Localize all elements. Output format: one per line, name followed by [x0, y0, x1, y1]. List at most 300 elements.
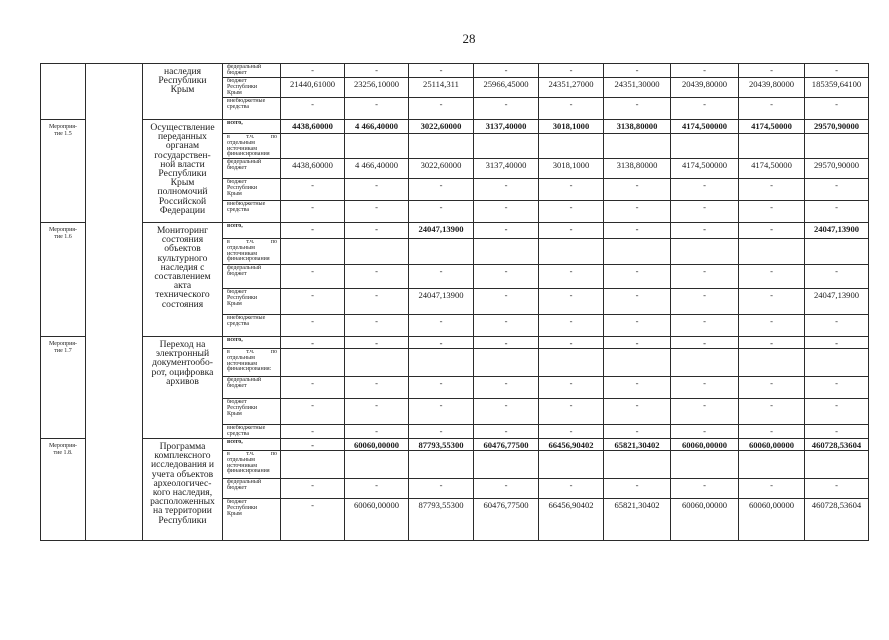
value-text: - [569, 400, 573, 410]
value-cell [280, 424, 345, 439]
value-text: 3138,80000 [616, 121, 658, 131]
value-cell [603, 450, 671, 479]
value-cell [738, 398, 805, 425]
value-cell [738, 498, 805, 541]
executor-cell [85, 63, 143, 541]
value-text: - [635, 266, 639, 276]
value-cell [603, 398, 671, 425]
value-text: 3137,40000 [485, 160, 527, 170]
measure-name-text: Программа комплексного исследования и учета объектов археологичес- кого наследия, расположенных на территории Республики [150, 441, 215, 526]
value-text: 4 466,40000 [355, 160, 398, 170]
value-text: - [569, 378, 573, 388]
value-text: - [439, 338, 443, 348]
value-cell [603, 77, 671, 98]
value-text: - [504, 65, 508, 75]
value-text: - [311, 480, 314, 490]
value-text: - [439, 65, 443, 75]
value-text: - [770, 426, 773, 436]
value-cell [603, 238, 671, 265]
value-text: - [311, 338, 314, 348]
value-text: 65821,30402 [614, 500, 660, 510]
value-cell [738, 376, 805, 399]
value-cell [280, 158, 345, 179]
measure-name-cell [142, 63, 223, 120]
value-cell [738, 178, 805, 201]
value-text: - [569, 224, 573, 234]
funding-source-cell [222, 348, 281, 377]
measure-name-cell [142, 222, 223, 337]
value-cell [738, 63, 805, 78]
value-text: - [439, 99, 443, 109]
value-text: 66456,90402 [548, 440, 594, 450]
value-cell [670, 119, 739, 134]
value-cell [280, 478, 345, 499]
funding-source-text: всего, [227, 120, 243, 126]
value-cell [804, 348, 869, 377]
value-cell [804, 97, 869, 120]
funding-source-text: всего, [227, 337, 243, 343]
value-text: - [311, 180, 314, 190]
value-text: - [703, 378, 706, 388]
page-number: 28 [462, 31, 476, 46]
funding-source-text: внебюджетные средства [227, 201, 266, 213]
value-text: - [770, 202, 773, 212]
value-cell [280, 376, 345, 399]
value-cell [280, 288, 345, 315]
value-text: 4438,60000 [292, 121, 333, 131]
value-text: - [311, 440, 314, 450]
value-text: 3018,1000 [552, 121, 590, 131]
funding-source-text: всего, [227, 223, 243, 229]
value-text: - [375, 400, 378, 410]
value-cell [603, 178, 671, 201]
value-text: 4174,50000 [751, 160, 792, 170]
value-cell [344, 133, 409, 159]
value-text: - [703, 426, 706, 436]
value-cell [344, 238, 409, 265]
funding-source-text: всего, [227, 439, 243, 445]
value-text: - [504, 480, 508, 490]
funding-source-text: бюджет Республики Крым [227, 289, 258, 307]
value-cell [804, 314, 869, 337]
value-cell [603, 478, 671, 499]
value-cell [738, 264, 805, 289]
value-text: - [311, 65, 314, 75]
value-text: 60060,00000 [681, 500, 728, 510]
value-cell [408, 424, 474, 439]
value-text: - [635, 202, 639, 212]
value-text: 60060,00000 [748, 440, 795, 450]
value-cell [804, 398, 869, 425]
value-text: - [703, 65, 706, 75]
value-cell [344, 63, 409, 78]
funding-source-cell [222, 478, 281, 499]
value-text: 460728,53604 [811, 500, 862, 510]
value-cell [473, 314, 539, 337]
value-text: 60060,00000 [353, 500, 400, 510]
value-cell [408, 376, 474, 399]
value-cell [280, 222, 345, 239]
value-text: 24351,30000 [614, 79, 660, 89]
funding-source-cell [222, 77, 281, 98]
value-cell [804, 158, 869, 179]
funding-source-text: бюджет Республики Крым [227, 179, 258, 197]
value-text: - [770, 99, 773, 109]
value-text: 3018,1000 [552, 160, 590, 170]
value-text: - [569, 266, 573, 276]
value-cell [538, 238, 604, 265]
value-text: - [569, 180, 573, 190]
value-cell [408, 133, 474, 159]
value-text: - [504, 338, 508, 348]
value-text: 460728,53604 [811, 440, 862, 450]
funding-source-text: бюджет Республики Крым [227, 399, 258, 417]
value-cell [670, 158, 739, 179]
value-cell [603, 119, 671, 134]
value-text: - [835, 338, 838, 348]
value-text: - [569, 65, 573, 75]
funding-source-text: бюджет Республики Крым [227, 78, 258, 96]
value-cell [473, 238, 539, 265]
funding-source-cell [222, 498, 281, 541]
value-cell [538, 158, 604, 179]
value-cell [280, 314, 345, 337]
value-cell [538, 200, 604, 223]
value-cell [280, 63, 345, 78]
value-cell [344, 498, 409, 541]
value-text: - [375, 480, 378, 490]
value-cell [603, 264, 671, 289]
value-cell [344, 264, 409, 289]
value-text: - [504, 99, 508, 109]
value-text: - [835, 266, 838, 276]
funding-source-cell [222, 450, 281, 479]
measure-label-text: Мероприя- тие 1.5 [48, 124, 78, 137]
value-text: 66456,90402 [548, 500, 594, 510]
funding-source-cell [222, 288, 281, 315]
value-cell [473, 376, 539, 399]
value-text: - [703, 224, 706, 234]
value-text: - [311, 290, 314, 300]
funding-source-cell [222, 178, 281, 201]
value-cell [473, 97, 539, 120]
value-cell [473, 158, 539, 179]
value-cell [804, 133, 869, 159]
value-cell [738, 77, 805, 98]
value-cell [738, 158, 805, 179]
measure-label-text: Мероприя- тие 1.7 [48, 341, 78, 354]
value-cell [344, 97, 409, 120]
value-cell [280, 178, 345, 201]
value-cell [473, 348, 539, 377]
funding-source-text: внебюджетные средства [227, 98, 266, 110]
value-cell [344, 478, 409, 499]
value-cell [603, 63, 671, 78]
value-text: 4174,500000 [681, 121, 728, 131]
value-text: - [569, 316, 573, 326]
value-text: - [835, 180, 838, 190]
value-cell [344, 450, 409, 479]
value-cell [738, 314, 805, 337]
value-text: - [835, 400, 838, 410]
value-cell [344, 77, 409, 98]
value-cell [538, 498, 604, 541]
value-cell [538, 288, 604, 315]
funding-source-text: федеральный бюджет [227, 64, 262, 76]
value-cell [473, 133, 539, 159]
value-cell [344, 178, 409, 201]
value-cell [804, 63, 869, 78]
measure-label-text: Мероприя- тие 1.8. [48, 443, 78, 456]
value-text: 24047,13900 [418, 224, 464, 234]
value-cell [603, 133, 671, 159]
value-cell [804, 376, 869, 399]
value-text: - [504, 400, 508, 410]
value-text: 24047,13900 [813, 290, 860, 300]
value-cell [408, 200, 474, 223]
value-cell [670, 314, 739, 337]
value-cell [804, 178, 869, 201]
value-cell [344, 158, 409, 179]
value-cell [280, 498, 345, 541]
value-text: - [569, 480, 573, 490]
value-cell [473, 200, 539, 223]
value-text: - [770, 316, 773, 326]
value-cell [280, 398, 345, 425]
value-text: - [375, 338, 378, 348]
value-text: - [375, 202, 378, 212]
value-cell [804, 424, 869, 439]
value-cell [603, 376, 671, 399]
value-cell [344, 398, 409, 425]
value-cell [538, 63, 604, 78]
value-cell [538, 314, 604, 337]
value-text: - [504, 290, 508, 300]
value-cell [670, 264, 739, 289]
value-text: 60476,77500 [483, 440, 529, 450]
funding-source-cell [222, 200, 281, 223]
value-cell [538, 222, 604, 239]
value-cell [538, 264, 604, 289]
funding-source-text: в т.ч. по отдельным источникам финансирования [227, 451, 277, 475]
measure-label-cell [40, 119, 86, 223]
value-text: - [770, 266, 773, 276]
value-text: 87793,55300 [418, 440, 464, 450]
value-text: 4438,60000 [292, 160, 333, 170]
value-cell [670, 424, 739, 439]
value-text: - [703, 99, 706, 109]
measure-label-cell [40, 438, 86, 541]
funding-source-text: федеральный бюджет [227, 377, 262, 389]
value-cell [738, 478, 805, 499]
value-cell [473, 77, 539, 98]
value-cell [670, 133, 739, 159]
value-text: - [504, 224, 508, 234]
value-cell [408, 478, 474, 499]
value-cell [738, 133, 805, 159]
value-cell [408, 348, 474, 377]
funding-source-cell [222, 376, 281, 399]
value-text: 60060,00000 [748, 500, 795, 510]
value-text: - [770, 378, 773, 388]
value-cell [738, 97, 805, 120]
value-text: - [569, 99, 573, 109]
value-cell [280, 200, 345, 223]
value-text: - [439, 316, 443, 326]
value-text: - [504, 266, 508, 276]
value-cell [344, 314, 409, 337]
value-cell [408, 498, 474, 541]
value-cell [344, 288, 409, 315]
value-text: - [703, 266, 706, 276]
value-cell [408, 97, 474, 120]
value-cell [603, 288, 671, 315]
value-text: - [703, 400, 706, 410]
value-cell [670, 348, 739, 377]
value-text: 23256,10000 [353, 79, 400, 89]
funding-source-text: бюджет Республики Крым [227, 499, 258, 517]
measure-name-cell [142, 336, 223, 439]
measure-name-cell [142, 438, 223, 541]
value-text: - [504, 316, 508, 326]
funding-source-text: в т.ч. по отдельным источникам финансирования [227, 239, 277, 263]
value-text: - [770, 480, 773, 490]
value-cell [473, 288, 539, 315]
value-cell [473, 450, 539, 479]
value-cell [408, 314, 474, 337]
value-text: - [375, 426, 378, 436]
value-text: - [375, 224, 378, 234]
value-text: - [375, 266, 378, 276]
value-text: - [439, 266, 443, 276]
value-text: - [703, 338, 706, 348]
value-text: 24047,13900 [418, 290, 464, 300]
value-text: - [375, 65, 378, 75]
value-cell [538, 450, 604, 479]
value-text: - [703, 480, 706, 490]
value-cell [473, 424, 539, 439]
value-cell [408, 398, 474, 425]
value-cell [408, 178, 474, 201]
measure-label-cell [40, 63, 86, 120]
value-text: 3137,40000 [485, 121, 527, 131]
value-cell [804, 264, 869, 289]
value-cell [738, 200, 805, 223]
value-text: - [504, 180, 508, 190]
value-text: - [835, 99, 838, 109]
value-text: - [375, 290, 378, 300]
value-text: - [311, 500, 314, 510]
value-text: - [635, 224, 639, 234]
value-text: - [375, 316, 378, 326]
value-cell [408, 158, 474, 179]
value-cell [280, 77, 345, 98]
value-cell [473, 222, 539, 239]
value-cell [538, 77, 604, 98]
value-text: - [770, 224, 773, 234]
value-text: 4174,500000 [681, 160, 728, 170]
value-cell [280, 238, 345, 265]
value-cell [280, 97, 345, 120]
measure-name-cell [142, 119, 223, 223]
value-cell [670, 77, 739, 98]
value-cell [603, 200, 671, 223]
value-cell [804, 478, 869, 499]
value-text: - [835, 480, 838, 490]
value-cell [670, 398, 739, 425]
value-cell [473, 498, 539, 541]
value-text: - [311, 266, 314, 276]
value-text: - [635, 480, 639, 490]
value-text: - [703, 202, 706, 212]
value-cell [804, 288, 869, 315]
value-cell [344, 376, 409, 399]
value-cell [670, 222, 739, 239]
value-text: - [770, 65, 773, 75]
value-cell [344, 119, 409, 134]
value-text: - [635, 400, 639, 410]
value-cell [603, 222, 671, 239]
value-cell [804, 77, 869, 98]
value-text: - [703, 290, 706, 300]
value-text: 29570,90000 [813, 121, 860, 131]
value-text: - [311, 316, 314, 326]
value-text: - [439, 202, 443, 212]
value-text: 24351,27000 [548, 79, 594, 89]
value-cell [670, 63, 739, 78]
measure-name-text: Переход на электронный документообо- рот, оцифровка архивов [151, 339, 214, 387]
value-cell [670, 450, 739, 479]
value-text: - [569, 290, 573, 300]
funding-source-text: внебюджетные средства [227, 425, 266, 437]
value-cell [670, 200, 739, 223]
value-cell [344, 222, 409, 239]
funding-source-text: федеральный бюджет [227, 479, 262, 491]
value-text: - [439, 180, 443, 190]
value-text: - [311, 378, 314, 388]
funding-source-cell [222, 264, 281, 289]
funding-source-text: внебюджетные средства [227, 315, 266, 327]
value-text: 185359,64100 [811, 79, 862, 89]
value-cell [670, 97, 739, 120]
value-cell [538, 376, 604, 399]
value-cell [670, 376, 739, 399]
value-text: - [311, 426, 314, 436]
value-text: - [770, 290, 773, 300]
value-text: 3022,60000 [420, 160, 462, 170]
value-text: - [770, 400, 773, 410]
value-text: - [835, 202, 838, 212]
value-cell [738, 119, 805, 134]
funding-source-text: в т.ч. по отдельным источникам финансирования: [227, 349, 277, 373]
value-text: - [504, 426, 508, 436]
value-text: - [439, 480, 443, 490]
value-text: - [635, 99, 639, 109]
value-cell [603, 348, 671, 377]
value-cell [344, 424, 409, 439]
value-text: - [635, 426, 639, 436]
value-cell [408, 238, 474, 265]
value-text: - [569, 202, 573, 212]
value-text: 4174,50000 [751, 121, 792, 131]
value-text: - [703, 316, 706, 326]
value-cell [738, 348, 805, 377]
value-cell [538, 178, 604, 201]
value-cell [804, 200, 869, 223]
value-cell [738, 238, 805, 265]
value-cell [473, 63, 539, 78]
value-cell [473, 398, 539, 425]
